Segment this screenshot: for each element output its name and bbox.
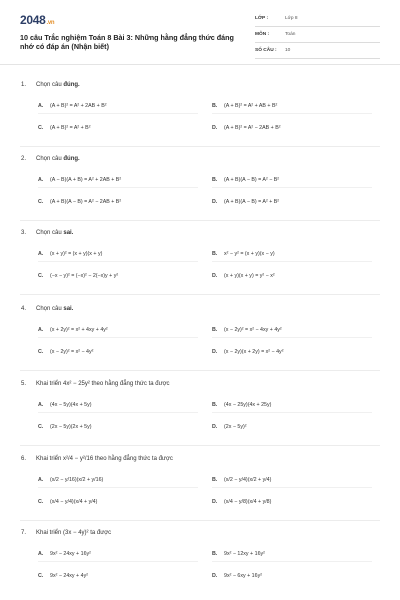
option-text: (x + y)(x + y) = y² − x² [224,273,275,279]
option-label: B. [212,402,218,408]
option-text: (x + y)² = (x + y)(x + y) [50,251,103,257]
question-divider [20,146,380,147]
question-divider [20,520,380,521]
option-d[interactable] [212,499,271,505]
option-label: D. [212,424,218,430]
option-c[interactable] [38,499,97,505]
meta-label: SỐ CÂU : [255,48,277,53]
meta-row-count [255,47,380,59]
option-text: 9x² − 6xy + 16y² [224,573,262,579]
option-label: D. [212,125,218,131]
option-text: (A + B)² = A² + B² [50,125,91,131]
question-prompt: Chọn câu sai. [36,306,74,312]
option-label: C. [38,199,44,205]
question-divider [20,294,380,295]
question-number: 5. [21,381,27,387]
option-label: B. [212,251,218,257]
option-text: (−x − y)² = (−x)² − 2(−x)y + y² [50,273,119,279]
option-text: (x/4 − y/4)(x/4 + y/4) [50,499,98,505]
option-text: (A + B)² = A² + AB + B² [224,103,278,109]
option-a[interactable] [38,402,92,408]
option-d[interactable] [212,273,275,279]
site-logo[interactable] [20,13,54,27]
option-a[interactable] [38,327,108,333]
question-prompt: Chọn câu đúng. [36,82,80,88]
option-d[interactable] [212,573,262,579]
meta-row-class [255,15,380,27]
question-number: 4. [21,306,27,312]
option-a[interactable] [38,477,103,483]
meta-value: Toán [285,32,296,37]
option-a[interactable] [38,177,121,183]
option-b[interactable] [212,103,277,109]
question-6 [0,456,400,526]
question-prompt: Khai triển 4x² − 25y² theo hằng đẳng thức ta được [36,381,170,387]
option-label: A. [38,402,44,408]
option-text: 9x² − 24xy + 16y² [50,551,91,557]
meta-label: LỚP : [255,16,269,21]
option-text: (A + B)(A − B) = A² − 2AB + B² [50,199,122,205]
question-header [21,230,73,236]
option-a[interactable] [38,551,91,557]
option-b[interactable] [212,551,265,557]
option-label: C. [38,424,44,430]
option-label: A. [38,103,44,109]
question-number: 1. [21,82,27,88]
option-text: (x − 2y)² = x² − 4y² [50,349,94,355]
option-text: (4x − 25y)(4x + 25y) [224,402,272,408]
option-text: 9x² − 12xy + 16y² [224,551,265,557]
question-prompt: Chọn câu đúng. [36,156,80,162]
option-text: (x − 2y)² = x² − 4xy + 4y² [224,327,282,333]
option-text: (2x − 5y)(2x + 5y) [50,424,92,430]
question-divider [20,445,380,446]
option-d[interactable] [212,424,247,430]
header-divider [0,64,400,65]
question-header [21,530,111,536]
option-b[interactable] [212,477,271,483]
option-label: B. [212,103,218,109]
meta-value: Lớp 8 [285,16,298,21]
option-text: (x/2 − y/4)(x/2 + y/4) [224,477,272,483]
option-label: D. [212,273,218,279]
question-prompt: Chọn câu sai. [36,230,74,236]
option-label: D. [212,349,218,355]
question-number: 3. [21,230,27,236]
question-prompt: Khai triển (3x − 4y)² ta được [36,530,112,536]
option-c[interactable] [38,573,88,579]
option-label: A. [38,477,44,483]
option-c[interactable] [38,125,90,131]
option-b[interactable] [212,177,279,183]
question-1 [0,82,400,152]
document-title: 10 câu Trắc nghiệm Toán 8 Bài 3: Những hằng đẳng thức đáng nhớ có đáp án (Nhận biết) [20,33,234,51]
option-label: C. [38,273,44,279]
option-label: C. [38,125,44,131]
option-text: (x/2 − y/16)(x/2 + y/16) [50,477,104,483]
meta-value: 10 [285,48,291,53]
option-c[interactable] [38,273,118,279]
option-text: (x/4 − y/8)(x/4 + y/8) [224,499,272,505]
option-a[interactable] [38,103,107,109]
option-c[interactable] [38,424,92,430]
option-label: A. [38,551,44,557]
question-number: 2. [21,156,27,162]
option-d[interactable] [212,199,279,205]
question-header [21,156,80,162]
question-header [21,306,73,312]
option-text: x² − y² = (x + y)(x − y) [224,251,275,257]
option-label: A. [38,327,44,333]
option-text: (4x − 5y)(4x + 5y) [50,402,92,408]
question-4 [0,306,400,376]
option-label: A. [38,177,44,183]
question-divider [20,220,380,221]
option-c[interactable] [38,199,121,205]
question-number: 7. [21,530,27,536]
option-label: D. [212,199,218,205]
question-prompt: Khai triển x²/4 − y²/16 theo hằng đẳng thức ta được [36,456,173,462]
option-label: C. [38,349,44,355]
question-3 [0,230,400,300]
option-text: (A − B)(A + B) = A² + 2AB + B² [50,177,122,183]
option-label: D. [212,499,218,505]
question-header [21,82,80,88]
option-b[interactable] [212,251,275,257]
option-text: (2x − 5y)² [224,424,247,430]
question-number: 6. [21,456,27,462]
question-header [21,456,173,462]
header [0,0,400,62]
question-header [21,381,170,387]
question-divider [20,370,380,371]
option-text: (x − 2y)(x + 2y) = x² − 4y² [224,349,284,355]
option-text: (A + B)(A − B) = A² − B² [224,177,280,183]
option-d[interactable] [212,349,283,355]
option-text: (A + B)(A − B) = A² + B² [224,199,280,205]
option-text: (A + B)² = A² + 2AB + B² [50,103,107,109]
option-label: B. [212,477,218,483]
option-label: C. [38,499,44,505]
option-b[interactable] [212,402,271,408]
option-label: A. [38,251,44,257]
meta-row-subject [255,31,380,43]
question-7 [0,530,400,600]
option-text: 9x² − 24xy + 4y² [50,573,88,579]
option-label: B. [212,327,218,333]
question-5 [0,381,400,451]
option-text: (x + 2y)² = x² + 4xy + 4y² [50,327,108,333]
option-a[interactable] [38,251,102,257]
option-label: D. [212,573,218,579]
option-c[interactable] [38,349,93,355]
option-text: (A + B)² = A² − 2AB + B² [224,125,281,131]
brand-suffix: .vn [46,20,55,26]
brand-name: 2048 [20,13,46,27]
option-d[interactable] [212,125,281,131]
option-label: C. [38,573,44,579]
question-2 [0,156,400,226]
meta-label: MÔN : [255,32,270,37]
option-b[interactable] [212,327,282,333]
option-label: B. [212,177,218,183]
meta-panel [255,15,380,63]
option-label: B. [212,551,218,557]
